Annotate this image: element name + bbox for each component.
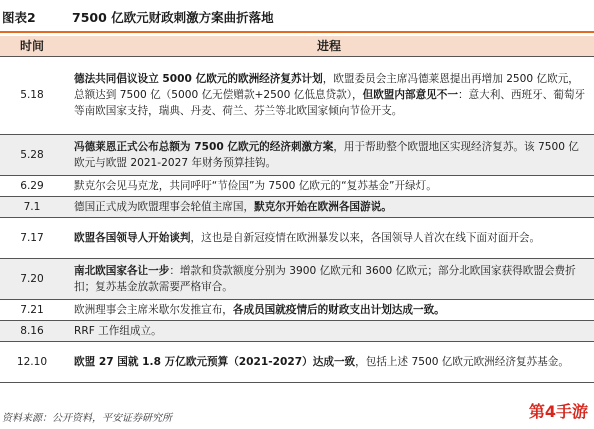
bold-text: 冯德莱恩正式公布总额为 7500 亿欧元的经济刺激方案 (74, 140, 334, 153)
table-row (0, 196, 594, 217)
plain-text: ：意大利、西班牙、葡萄牙等南欧国家支持，瑞典、丹麦、荷兰、芬兰等北欧国家倾向节俭开支。 (74, 89, 586, 117)
row-progress (64, 299, 594, 320)
plain-text: ，这也是自新冠疫情在欧洲暴发以来，各国领导人首次在线下面对面开会。 (190, 231, 541, 244)
plain-text: RRF 工作组成立。 (74, 324, 162, 337)
bold-text: 欧盟 27 国就 1.8 万亿欧元预算（2021-2027）达成一致 (74, 355, 356, 368)
row-date: 5.18 (0, 56, 64, 134)
table-row (0, 56, 594, 134)
table-row (0, 299, 594, 320)
plain-text: 德国正式成为欧盟理事会轮值主席国， (74, 200, 255, 213)
figure-title (2, 4, 590, 30)
table-row (0, 341, 594, 382)
bold-text: 欧盟各国领导人开始谈判 (74, 231, 191, 244)
row-date: 5.28 (0, 134, 64, 175)
row-date: 12.10 (0, 341, 64, 382)
plain-text: ，用于帮助整个欧盟地区实现经济复苏。该 7500 亿欧元与欧盟 2021-2027 年财务预算挂钩。 (74, 140, 579, 169)
row-progress (64, 175, 594, 196)
table-header-row (0, 36, 594, 56)
row-date: 7.17 (0, 217, 64, 258)
row-date: 7.20 (0, 258, 64, 299)
plain-text: ：增款和贷款额度分别为 3900 亿欧元和 3600 亿欧元；部分北欧国家获得欧盟会费折扣；复苏基金放款需要严格审合。 (74, 264, 576, 293)
header-progress: 进程 (64, 36, 594, 56)
bold-text: 各成员国就疫情后的财政支出计划达成一致。 (232, 303, 445, 316)
row-date: 6.29 (0, 175, 64, 196)
row-progress (64, 217, 594, 258)
header-date: 时间 (0, 36, 64, 56)
timeline-table (0, 36, 594, 383)
bold-text: 德法共同倡议设立 5000 亿欧元的欧洲经济复苏计划 (74, 73, 323, 85)
table-row (0, 320, 594, 341)
bold-text: 南北欧国家各让一步 (74, 264, 170, 277)
table-row (0, 258, 594, 299)
figure-number: 图表2 (2, 10, 36, 25)
row-progress (64, 196, 594, 217)
row-date: 7.1 (0, 196, 64, 217)
table-row (0, 175, 594, 196)
row-date: 8.16 (0, 320, 64, 341)
plain-text: ，欧盟委员会主席冯德莱恩提出再增加 2500 亿欧元，总额达到 7500 亿（5000 亿无偿赠款+2500 亿低息贷款）， (74, 73, 579, 101)
row-progress (64, 341, 594, 382)
plain-text: 默克尔会见马克龙，共同呼吁“节俭国”为 7500 亿欧元的“复苏基金”开绿灯。 (74, 179, 437, 192)
bold-text: 但欧盟内部意见不一 (362, 89, 458, 101)
source-note: 资料来源：公开资料，平安证券研究所 (2, 413, 172, 424)
row-date: 7.21 (0, 299, 64, 320)
table-row (0, 134, 594, 175)
row-progress (64, 258, 594, 299)
figure-title-text: 7500 亿欧元财政刺激方案曲折落地 (72, 10, 274, 25)
site-watermark: 第4手游 (528, 402, 588, 421)
row-progress (64, 56, 594, 134)
plain-text: 欧洲理事会主席米歇尔发推宣布， (74, 303, 233, 316)
plain-text: ，包括上述 7500 亿欧元欧洲经济复苏基金。 (355, 355, 569, 368)
table-body (0, 56, 594, 382)
title-divider (0, 31, 594, 33)
bold-text: 默克尔开始在欧洲各国游说。 (254, 200, 392, 213)
row-progress (64, 134, 594, 175)
table-row (0, 217, 594, 258)
row-progress (64, 320, 594, 341)
